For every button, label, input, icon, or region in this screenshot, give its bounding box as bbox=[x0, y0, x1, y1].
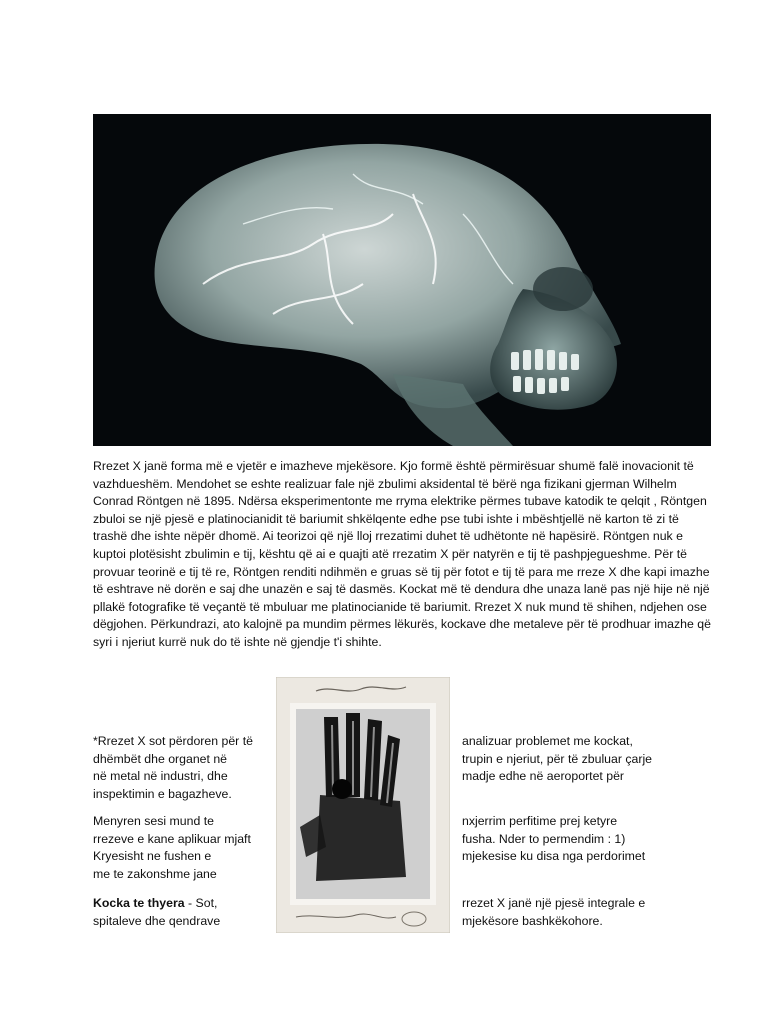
right-text-block-3 bbox=[462, 895, 687, 930]
text-line: dhëmbët dhe organet në bbox=[93, 751, 228, 766]
skull-xray-image bbox=[93, 114, 711, 446]
heading-broken-bones: Kocka te thyera bbox=[93, 896, 185, 910]
left-text-block-2 bbox=[93, 813, 268, 883]
text-line: fusha. Nder to permendim : 1) bbox=[462, 831, 626, 846]
text-line: në metal në industri, dhe bbox=[93, 769, 228, 783]
text-line: mjekësore bashkëkohore. bbox=[462, 913, 603, 928]
left-text-block-1 bbox=[93, 733, 268, 803]
text-line: analizuar problemet me kockat, bbox=[462, 734, 633, 748]
hand-xray-image bbox=[276, 677, 450, 933]
text-line: spitaleve dhe qendrave bbox=[93, 913, 221, 928]
text-line: rrezet X janë një pjesë integrale e bbox=[462, 896, 646, 910]
text-line: madje edhe në aeroportet për bbox=[462, 769, 625, 783]
text-line: nxjerrim perfitime prej ketyre bbox=[462, 814, 618, 828]
text-line: *Rrezet X sot përdoren për të bbox=[93, 734, 253, 748]
text-line: me te zakonshme jane bbox=[93, 866, 217, 881]
text-line: inspektimin e bagazheve. bbox=[93, 786, 232, 801]
right-text-block-1 bbox=[462, 733, 687, 786]
text-line: rrezeve e kane aplikuar mjaft bbox=[93, 831, 251, 846]
right-text-block-2 bbox=[462, 813, 687, 866]
intro-paragraph: Rrezet X janë forma më e vjetër e imazheve mjekësore. Kjo formë është përmirësuar shumë falë inovacionit të vazhdueshëm. Mendohet se eshte realizuar fale një zbulimi aksidental të bërë nga fizikani gjerman Wilhelm Conrad Röntgen në 1895. Ndërsa eksperimentonte me rryma elektrike përmes tubave katodik te qelqit , Röntgen zbuloi se një pjesë e platinocianidit të bariumit shkëlqente edhe pse tubi ishte i mbështjellë në karton të zi të trashë dhe ishte nëpër dhomë. Ai teorizoi që një lloj rrezatimi duhet të udhëtonte në hapësirë. Röntgen nuk e kuptoi plotësisht zbulimin e tij, kështu që ai e quajti atë rrezatim X për natyrën e tij të pashpjegueshme. Për të provuar teorinë e tij të re, Röntgen renditi ndihmën e gruas së tij për fotot e tij të para me rreze X dhe kapi imazhe të eshtrave në dorën e saj dhe unazën e saj të dasmës. Kockat më të dendura dhe unaza lanë pas një hije në një pllakë fotografike të veçantë të mbuluar me platinocianide të bariumit. Rrezet X nuk mund të shihen, ndjehen ose dëgjohen. Përkundrazi, ato kalojnë pa mundim përmes lëkurës, kockave dhe metaleve për të prodhuar imazhe që syri i njeriut kurrë nuk do të ishte në gjendje t'i shihte. bbox=[93, 459, 711, 649]
text-line: mjekesise ku disa nga perdorimet bbox=[462, 849, 646, 863]
text-line bbox=[93, 895, 268, 913]
text-line: trupin e njeriut, për të zbuluar çarje bbox=[462, 751, 653, 766]
text-span: - Sot, bbox=[184, 896, 218, 910]
text-line: Menyren sesi mund te bbox=[93, 814, 214, 828]
left-text-block-3 bbox=[93, 895, 268, 930]
text-line: Kryesisht ne fushen e bbox=[93, 849, 212, 863]
